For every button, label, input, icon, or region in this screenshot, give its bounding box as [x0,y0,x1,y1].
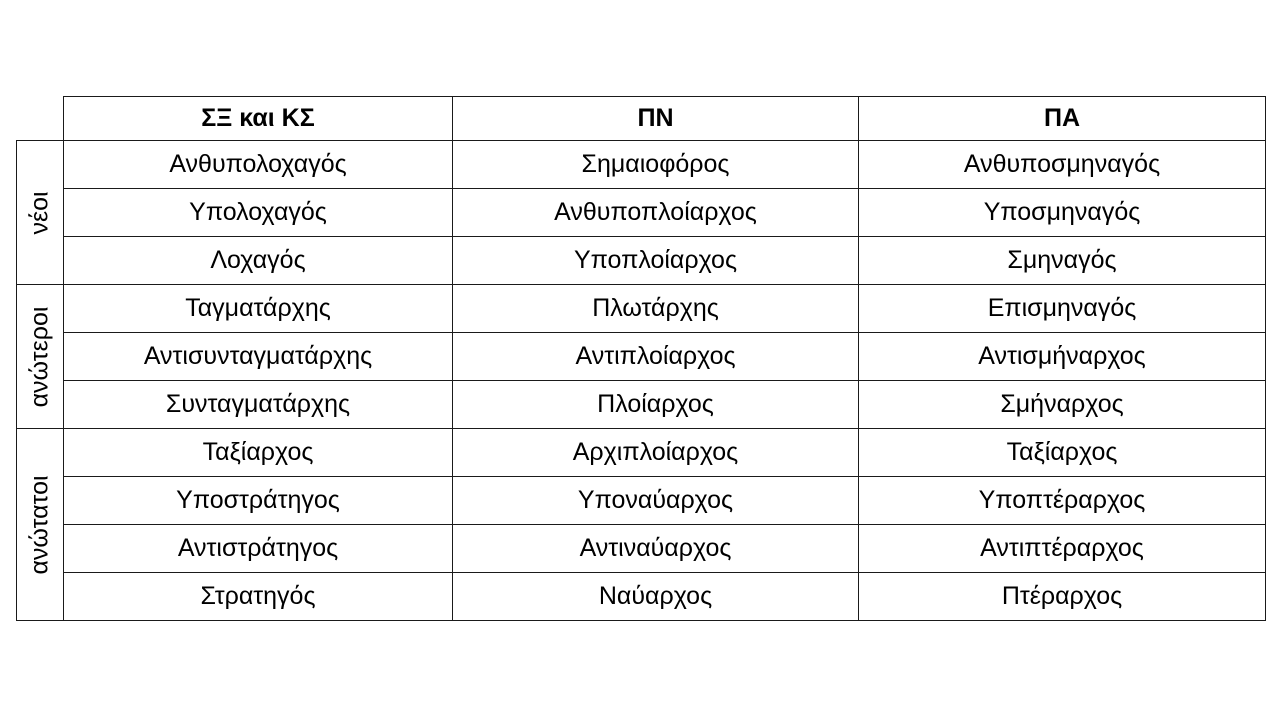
table-row [17,141,1266,189]
table-cell: Συνταγματάρχης [64,381,453,429]
table-row [17,525,1266,573]
table-cell: Αντιναύαρχος [453,525,859,573]
table-cell: Αντιπλοίαρχος [453,333,859,381]
table-cell: Υποπτέραρχος [859,477,1266,525]
table-cell: Υποσμηναγός [859,189,1266,237]
group-label-senior: ανώτεροι [25,306,54,407]
table-cell: Ανθυποσμηναγός [859,141,1266,189]
table-row [17,285,1266,333]
table-cell: Αντισμήναρχος [859,333,1266,381]
table-cell: Ναύαρχος [453,573,859,621]
table-cell: Πτέραρχος [859,573,1266,621]
table-cell: Στρατηγός [64,573,453,621]
table-row [17,237,1266,285]
group-label-junior: νέοι [25,190,54,235]
group-label-cell [17,429,64,621]
table-cell: Αντιστράτηγος [64,525,453,573]
table-cell: Υποπλοίαρχος [453,237,859,285]
table-row [17,381,1266,429]
table-cell: Υποστράτηγος [64,477,453,525]
table-row [17,429,1266,477]
table-row [17,477,1266,525]
group-label-general: ανώτατοι [25,474,54,575]
table-cell: Ταξίαρχος [859,429,1266,477]
table-cell: Αντισυνταγματάρχης [64,333,453,381]
table-row [17,573,1266,621]
corner-cell [17,97,64,141]
rank-table [16,96,1266,621]
table-cell: Υποναύαρχος [453,477,859,525]
group-label-cell [17,285,64,429]
column-header-navy: ΠΝ [453,97,859,141]
table-cell: Πλοίαρχος [453,381,859,429]
table-cell: Υπολοχαγός [64,189,453,237]
table-cell: Σημαιοφόρος [453,141,859,189]
table-cell: Λοχαγός [64,237,453,285]
table-cell: Σμηναγός [859,237,1266,285]
table-cell: Ταξίαρχος [64,429,453,477]
table-cell: Ανθυπολοχαγός [64,141,453,189]
group-label-cell [17,141,64,285]
table-cell: Πλωτάρχης [453,285,859,333]
table-cell: Αρχιπλοίαρχος [453,429,859,477]
table-row [17,333,1266,381]
column-header-airforce: ΠΑ [859,97,1266,141]
table-cell: Επισμηναγός [859,285,1266,333]
table-cell: Σμήναρχος [859,381,1266,429]
table-cell: Ταγματάρχης [64,285,453,333]
table-cell: Ανθυποπλοίαρχος [453,189,859,237]
table-row [17,189,1266,237]
column-header-army: ΣΞ και ΚΣ [64,97,453,141]
header-row [17,97,1266,141]
table-cell: Αντιπτέραρχος [859,525,1266,573]
